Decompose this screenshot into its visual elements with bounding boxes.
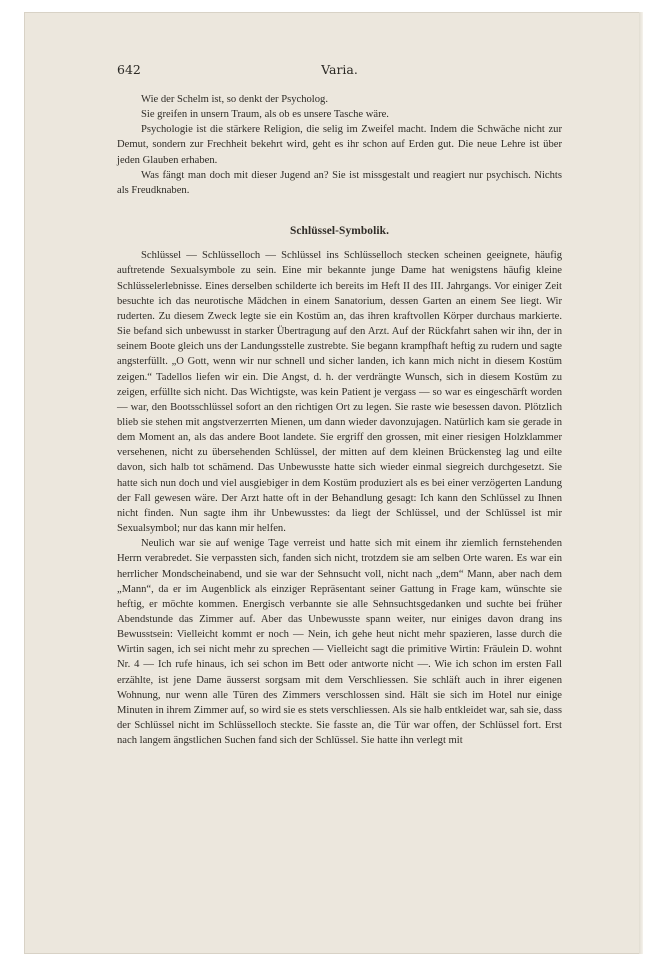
- intro-paragraph-2: Sie greifen in unsern Traum, als ob es unsere Tasche wäre.: [141, 109, 389, 121]
- intro-paragraph-1: Wie der Schelm ist, so denkt der Psycholog.: [141, 94, 328, 105]
- page-edge: [639, 12, 643, 954]
- section-paragraph-1: Schlüssel — Schlüsselloch — Schlüssel ins Schlüsselloch stecken scheinen geeignete, häufig auftretende Sexualsymbole zu sein. Eine mir bekannte junge Dame hat wenigstens häufig kleine Schlüsselerlebnisse. Eines derselben schilderte ich bereits im Heft II des III. Jahrgangs. Vor einiger Zeit besuchte ich das neurotische Mädchen in einem Sanatorium, dessen Garten an einem See liegt. Wir ruderten. Zu diesem Zweck legte sie ein Kostüm an, das ihren kraftvollen Körper durchaus markierte. Sie befand sich unbewusst in starker Übertragung auf den Arzt. Auf der Rückfahrt sahen wir ihn, der in seinem Boote gleich uns der Landungsstelle zustrebte. Sie begann krampfhaft heftig zu rudern und sagte angsterfüllt. „O Gott, wenn wir nur schnell und sicher landen, ich kann mich nicht in diesem Kostüm zeigen.“ Tadellos liefen wir ein. Die Angst, d. h. der verdrängte Wunsch, sich in diesem Kostüm zu zeigen, erfüllte sich nicht. Das Wichtigste, was kein Patient je vergass — so war es eingeschärft worden — war, den Bootsschlüssel sofort an den richtigen Ort zu legen. Sie raste wie besessen davon. Plötzlich blieb sie stehen mit angstverzerrten Mienen, um dann wieder davonzujagen. Natürlich kam sie gerade in dem Moment an, als das andere Boot landete. Sie ergriff den grossen, mit einer riesigen Holzklammer versehenen, nicht zu übersehenden Schlüssel, der mitten auf dem kleinen Brückensteg lag und eilte davon, sich halb tot schämend. Das Unbewusste hatte sich wieder einmal siegreich durchgesetzt. Sie hatte sich nun doch und viel ausgiebiger in dem Kostüm produziert als es bei einer verzögerten Landung der Fall gewesen wäre. Der Arzt hatte oft in der Behandlung gesagt: Ich kann den Schlüssel zu Ihnen nicht finden. Nun sagte ihm ihr Unbewusstes: da liegt der Schlüssel, und der Schlüssel ist mir Sexualsymbol; nur das kann mir helfen.: [117, 250, 562, 535]
- section-title: Schlüssel-Symbolik.: [289, 225, 390, 238]
- intro-paragraph-4: Was fängt man doch mit dieser Jugend an? Sie ist missgestalt und reagiert nur psychisch. Nichts als Freudknaben.: [117, 169, 562, 196]
- intro-paragraph-3: Psychologie ist die stärkere Religion, die selig im Zweifel macht. Indem die Schwäche nicht zur Demut, sondern zur Frechheit bekehrt wird, geht es ihr schon auf Erden gut. Die neue Lehre ist über jeden Glauben erhaben.: [117, 124, 562, 166]
- page-number: 642: [117, 62, 141, 77]
- running-title: Varia.: [321, 62, 358, 77]
- body-text: [117, 92, 562, 748]
- page-header: [117, 62, 562, 80]
- section-paragraph-2: Neulich war sie auf wenige Tage verreist und hatte sich mit einem ihr ziemlich fernstehenden Herrn verabredet. Sie verpassten sich, fanden sich nicht, trotzdem sie am selben Orte waren. Es war ein herrlicher Mondscheinabend, und sie war der Sehnsucht voll, nicht nach „dem“ Mann, aber nach dem „Mann“, da er im Augenblick als einziger Repräsentant seiner Gattung in Frage kam, wünschte sie heftig, er möchte kommen. Energisch verbannte sie alle Sehnsuchtsgedanken und suchte bei früher Abendstunde das Zimmer auf. Aber das Unbewusste spann weiter, nur einiges davon drang ins Bewusstsein: Vielleicht kommt er noch — Nein, ich gehe heut nicht mehr spazieren, lasse durch die Wirtin sagen, ich sei nicht mehr zu sprechen — Vielleicht sagt die primitive Wirtin: Fräulein D. wohnt Nr. 4 — Ich rufe hinaus, ich sei schon im Bett oder antworte nicht —. Wie ich schon im ersten Fall erzählte, ist jene Dame äusserst sorgsam mit dem Verschliessen. Sie schläft auch in ihrer eigenen Wohnung, nur wenn alle Türen des Zimmers verschlossen sind. Hält sie sich im Hotel nur einige Minuten in ihrem Zimmer auf, so wird sie es stets verschliessen. Als sie halb entkleidet war, sah sie, dass der Schlüssel nicht im Schlüsselloch steckte. Sie fasste an, die Tür war offen, der Schlüssel fort. Erst nach langem ängstlichen Suchen fand sich der Schlüssel. Sie hatte ihn verlegt mit: [117, 538, 563, 747]
